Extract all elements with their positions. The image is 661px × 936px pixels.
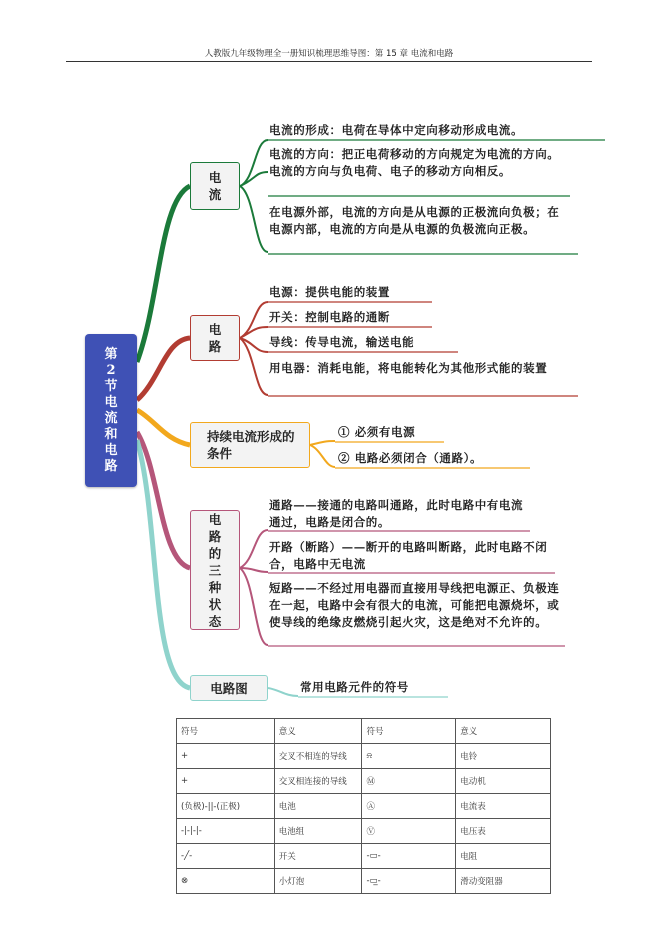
branch-current: 电流 — [190, 162, 240, 210]
connector-states — [137, 432, 190, 568]
table-row — [177, 844, 551, 869]
symbol-cell: + — [177, 769, 275, 794]
leaf-states-3: 短路——不经过用电器而直接用导线把电源正、负极连在一起，电路中会有很大的电流，可能把电源烧坏，或使导线的绝缘皮燃烧引起火灾，这是绝对不允许的。 — [269, 581, 560, 629]
meaning-cell: 小灯泡 — [274, 869, 362, 894]
table-header-row — [177, 719, 551, 744]
leaf-circuit-4: 用电器：消耗电能，将电能转化为其他形式能的装置 — [269, 361, 548, 375]
symbol-cell: Ⓜ — [362, 769, 456, 794]
connector-current-leaves — [240, 140, 268, 252]
leaf-circuit-3: 导线：传导电流，输送电能 — [269, 335, 415, 349]
leaf-diagram-1: 常用电路元件的符号 — [300, 680, 409, 694]
connector-diagram-leaves — [268, 688, 298, 696]
leaf-sustain-1: ① 必须有电源 — [338, 425, 416, 439]
connector-circuit — [137, 338, 190, 400]
leaf-circuit-1: 电源：提供电能的装置 — [269, 285, 390, 299]
meaning-cell: 交叉不相连的导线 — [274, 744, 362, 769]
table-row — [177, 744, 551, 769]
connector-circuit-leaves — [240, 302, 268, 395]
table-header-cell: 符号 — [362, 719, 456, 744]
symbol-cell: Ⓐ — [362, 794, 456, 819]
symbol-cell: ⍾ — [362, 744, 456, 769]
connector-sustain — [137, 410, 190, 445]
symbol-cell: -╱- — [177, 844, 275, 869]
leaf-states-2: 开路（断路）——断开的电路叫断路，此时电路不闭合，电路中无电流 — [269, 540, 548, 571]
connector-states-leaves — [240, 530, 268, 645]
meaning-cell: 电铃 — [456, 744, 551, 769]
symbol-cell: ⊗ — [177, 869, 275, 894]
branch-sustain: 持续电流形成的条件 — [190, 422, 310, 468]
page-header: 人教版九年级物理全一册知识梳理思维导图：第 15 章 电流和电路 — [204, 49, 454, 59]
root-topic: 第2节电流和电路 — [85, 334, 137, 487]
leaf-current-2: 电流的方向：把正电荷移动的方向规定为电流的方向。电流的方向与负电荷、电子的移动方向相反。 — [269, 147, 560, 178]
meaning-cell: 电池 — [274, 794, 362, 819]
symbol-cell: + — [177, 744, 275, 769]
table-row — [177, 869, 551, 894]
branch-states: 电路的三种状态 — [190, 510, 240, 630]
symbol-cell: Ⓥ — [362, 819, 456, 844]
connector-current — [137, 186, 190, 362]
leaf-sustain-2: ② 电路必须闭合（通路）。 — [338, 451, 483, 465]
leaf-states-1: 通路——接通的电路叫通路，此时电路中有电流通过，电路是闭合的。 — [269, 498, 524, 529]
meaning-cell: 滑动变阻器 — [456, 869, 551, 894]
branch-diagram: 电路图 — [190, 675, 268, 701]
symbol-cell: (负极)-||-(正极) — [177, 794, 275, 819]
table-header-cell: 符号 — [177, 719, 275, 744]
table-row — [177, 794, 551, 819]
meaning-cell: 电压表 — [456, 819, 551, 844]
table-header-cell: 意义 — [274, 719, 362, 744]
meaning-cell: 电池组 — [274, 819, 362, 844]
leaf-current-1: 电流的形成：电荷在导体中定向移动形成电流。 — [269, 123, 524, 137]
meaning-cell: 开关 — [274, 844, 362, 869]
leaf-current-3: 在电源外部，电流的方向是从电源的正极流向负极；在电源内部，电流的方向是从电源的负极流向正极。 — [269, 205, 560, 236]
symbol-cell: -|-|-|- — [177, 819, 275, 844]
branch-circuit: 电路 — [190, 315, 240, 361]
symbol-cell: -▭̲- — [362, 869, 456, 894]
meaning-cell: 电动机 — [456, 769, 551, 794]
symbol-cell: -▭- — [362, 844, 456, 869]
meaning-cell: 电阻 — [456, 844, 551, 869]
table-header-cell: 意义 — [456, 719, 551, 744]
leaf-circuit-2: 开关：控制电路的通断 — [269, 310, 390, 324]
connector-sustain-leaves — [310, 441, 335, 467]
meaning-cell: 交叉相连接的导线 — [274, 769, 362, 794]
circuit-symbol-table — [176, 718, 551, 894]
table-row — [177, 769, 551, 794]
meaning-cell: 电流表 — [456, 794, 551, 819]
table-row — [177, 819, 551, 844]
